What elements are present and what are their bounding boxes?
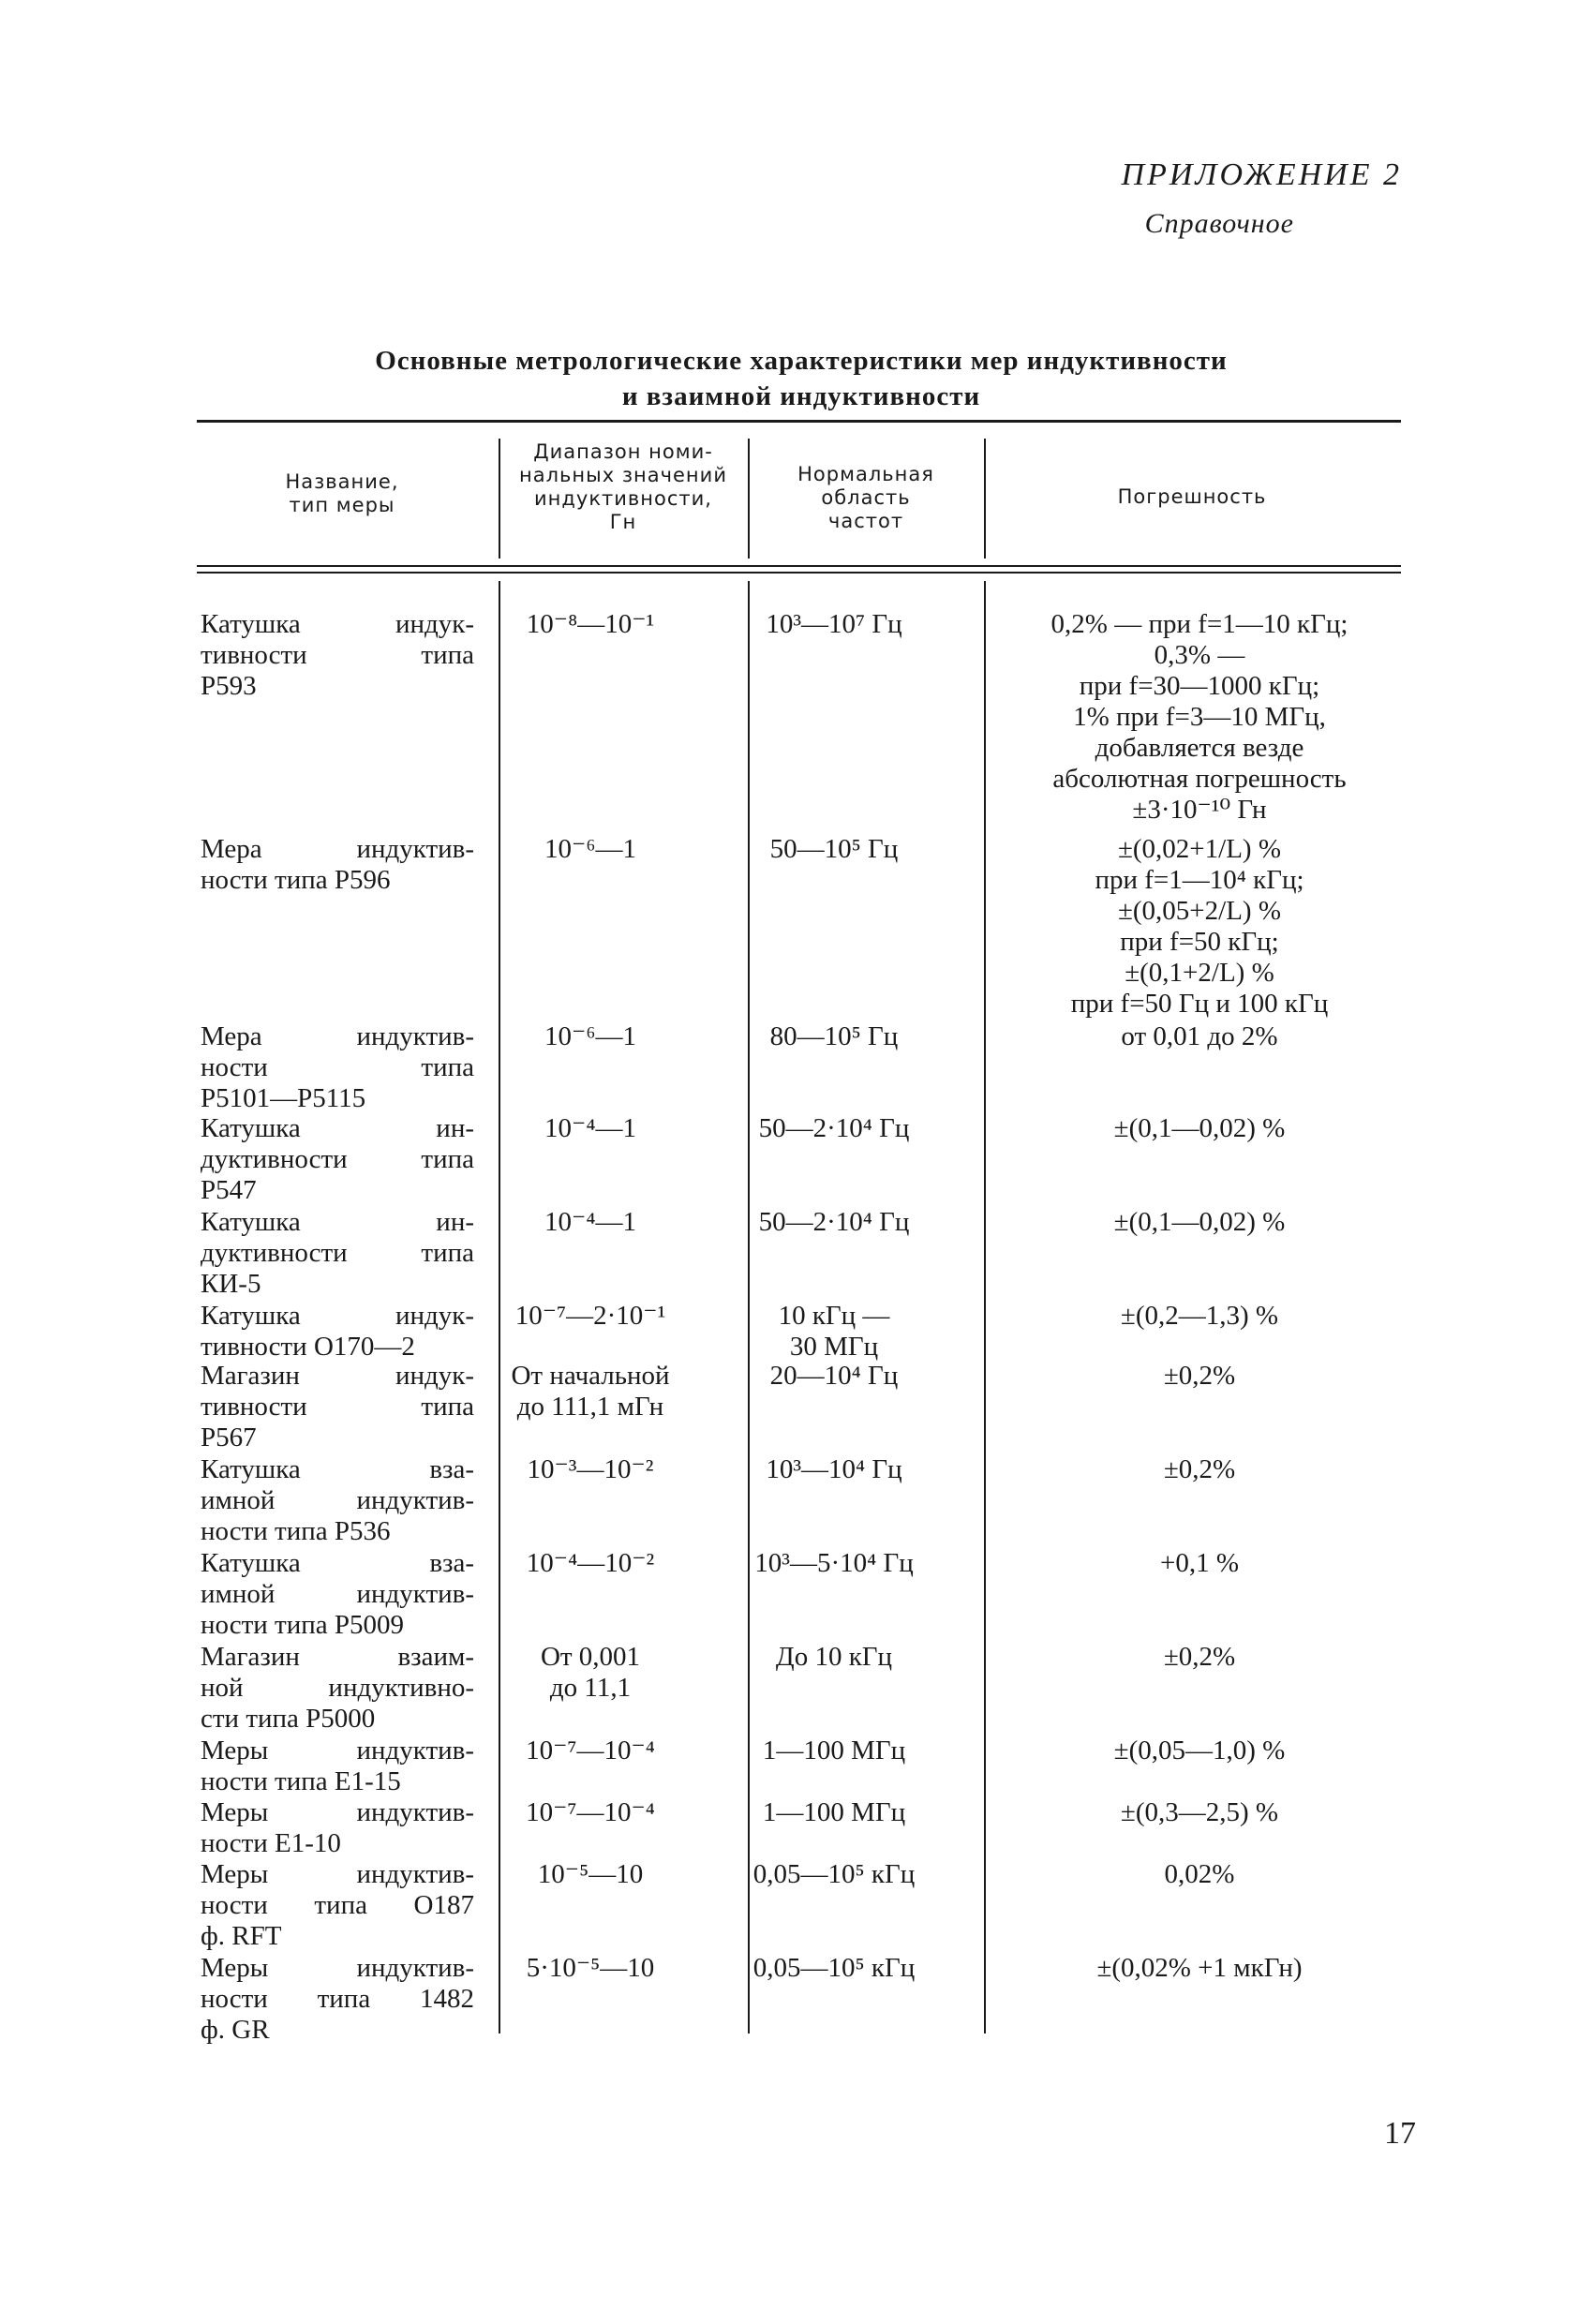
cell-line: 10⁻⁵—10 (537, 1859, 644, 1889)
cell-line: Нормальная (797, 463, 934, 485)
cell-line: тивности О170—2 (201, 1332, 415, 1362)
cell-line: при f=1—10⁴ кГц; (1095, 865, 1304, 895)
cell-name (201, 1301, 474, 1363)
cell-line: Катушка вза- (201, 1548, 474, 1578)
cell-line: 1—100 МГц (762, 1736, 906, 1765)
cell-freq (740, 1642, 928, 1673)
body-column-divider (984, 581, 986, 2034)
cell-error (1003, 1953, 1396, 1984)
header-freq (750, 463, 982, 533)
table-top-rule (197, 420, 1401, 423)
cell-range (497, 1113, 684, 1144)
cell-line: КИ-5 (201, 1269, 261, 1299)
table-title-line-2: и взаимной индуктивности (621, 381, 981, 411)
cell-line: ности типа (201, 1052, 474, 1082)
cell-name (201, 1953, 474, 2046)
cell-line: Р5101—Р5115 (201, 1083, 366, 1113)
cell-line: Диапазон номи- (533, 440, 713, 463)
cell-line: 10⁻⁴—10⁻² (526, 1548, 655, 1578)
cell-error (1003, 834, 1396, 1020)
cell-line: ±0,2% (1163, 1642, 1236, 1672)
cell-line: добавляется везде (1095, 733, 1304, 763)
cell-line: абсолютная погрешность (1052, 764, 1347, 794)
cell-line: 10⁻⁴—1 (544, 1113, 636, 1143)
cell-line: Меры индуктив- (201, 1736, 474, 1765)
cell-freq (740, 1361, 928, 1392)
cell-error (1003, 1361, 1396, 1392)
cell-freq (740, 1797, 928, 1828)
cell-range (497, 1021, 684, 1052)
header-name (201, 470, 483, 517)
cell-line: 10 кГц — (778, 1301, 890, 1331)
cell-freq (740, 1113, 928, 1144)
cell-freq (740, 1454, 928, 1485)
cell-line: Название, (285, 470, 399, 493)
cell-line: +0,1 % (1159, 1548, 1239, 1578)
cell-error (1003, 1454, 1396, 1485)
cell-line: Р547 (201, 1175, 257, 1205)
header-error (986, 485, 1398, 509)
cell-line: Катушка индук- (201, 609, 474, 639)
cell-line: До 10 кГц (775, 1642, 893, 1672)
cell-line: 10⁻⁷—2·10⁻¹ (514, 1301, 666, 1331)
cell-range (497, 834, 684, 865)
cell-line: ±0,2% (1163, 1454, 1236, 1484)
cell-line: ной индуктивно- (201, 1673, 474, 1703)
cell-line: нальных значений (519, 464, 727, 486)
cell-freq (740, 1021, 928, 1052)
cell-line: Катушка вза- (201, 1454, 474, 1484)
cell-line: дуктивности типа (201, 1144, 474, 1174)
cell-name (201, 1361, 474, 1453)
cell-line: тивности типа (201, 640, 474, 670)
cell-line: Р567 (201, 1423, 257, 1452)
cell-range (497, 609, 684, 640)
cell-line: ности типа Р536 (201, 1516, 391, 1546)
cell-line: 10³—5·10⁴ Гц (754, 1548, 914, 1578)
cell-line: ±3·10⁻¹⁰ Гн (1132, 795, 1267, 825)
cell-error (1003, 609, 1396, 826)
cell-line: 0,02% (1164, 1859, 1235, 1889)
cell-line: Магазин взаим- (201, 1642, 474, 1672)
cell-line: ±(0,02+1/L) % (1117, 834, 1281, 864)
cell-line: до 11,1 (549, 1673, 632, 1703)
cell-line: 10⁻⁷—10⁻⁴ (526, 1736, 655, 1765)
cell-line: 10⁻⁸—10⁻¹ (526, 609, 655, 639)
cell-line: ±(0,02% +1 мкГн) (1096, 1953, 1303, 1983)
cell-error (1003, 1859, 1396, 1890)
cell-line: Катушка ин- (201, 1113, 474, 1143)
cell-line: ности типа Р5009 (201, 1610, 405, 1640)
cell-line: от 0,01 до 2% (1121, 1021, 1278, 1051)
cell-range (497, 1797, 684, 1828)
cell-line: От начальной (511, 1361, 670, 1391)
cell-line: ±(0,1—0,02) % (1113, 1207, 1286, 1237)
cell-range (497, 1207, 684, 1238)
cell-freq (740, 1736, 928, 1766)
cell-line: имной индуктив- (201, 1485, 474, 1515)
page-number: 17 (1384, 2116, 1416, 2151)
cell-line: ности типа 1482 (201, 1984, 474, 2014)
cell-name (201, 1642, 474, 1735)
cell-line: частот (827, 510, 904, 532)
cell-range (497, 1361, 684, 1423)
cell-freq (740, 1859, 928, 1890)
cell-line: Меры индуктив- (201, 1953, 474, 1983)
cell-line: Магазин индук- (201, 1361, 474, 1391)
cell-name (201, 1207, 474, 1300)
cell-line: ности типа Р596 (201, 865, 391, 895)
cell-line: 20—10⁴ Гц (769, 1361, 899, 1391)
cell-line: ±(0,05+2/L) % (1117, 896, 1281, 926)
header-column-divider (499, 439, 500, 559)
cell-line: ности Е1-10 (201, 1828, 341, 1858)
cell-line: ±(0,1+2/L) % (1125, 958, 1274, 988)
table-title (197, 343, 1406, 414)
cell-line: Мера индуктив- (201, 834, 474, 864)
cell-line: имной индуктив- (201, 1579, 474, 1609)
cell-line: тивности типа (201, 1392, 474, 1422)
cell-line: дуктивности типа (201, 1238, 474, 1268)
cell-line: ф. GR (201, 2015, 270, 2045)
cell-name (201, 834, 474, 896)
cell-line: 50—2·10⁴ Гц (758, 1113, 910, 1143)
cell-line: 0,3% — (1154, 640, 1245, 670)
cell-line: 10⁻⁶—1 (544, 1021, 636, 1051)
cell-line: индуктивности, (534, 487, 712, 510)
cell-line: ф. RFT (201, 1921, 282, 1951)
cell-line: Катушка ин- (201, 1207, 474, 1237)
header-bottom-rule-double (197, 572, 1401, 574)
cell-name (201, 1113, 474, 1206)
cell-line: 10⁻⁴—1 (544, 1207, 636, 1237)
cell-range (497, 1736, 684, 1766)
cell-error (1003, 1301, 1396, 1332)
cell-freq (740, 1953, 928, 1984)
cell-line: область (821, 486, 911, 509)
cell-error (1003, 1642, 1396, 1673)
cell-line: 10³—10⁷ Гц (766, 609, 902, 639)
cell-line: 1% при f=3—10 МГц, (1073, 702, 1326, 732)
cell-line: 10³—10⁴ Гц (766, 1454, 902, 1484)
cell-range (497, 1953, 684, 1984)
cell-line: 50—2·10⁴ Гц (758, 1207, 910, 1237)
cell-name (201, 1548, 474, 1641)
cell-name (201, 1454, 474, 1547)
header-bottom-rule (197, 565, 1401, 567)
cell-error (1003, 1736, 1396, 1766)
cell-line: Меры индуктив- (201, 1859, 474, 1889)
cell-line: Меры индуктив- (201, 1797, 474, 1827)
cell-name (201, 1859, 474, 1952)
cell-line: тип меры (289, 494, 395, 516)
cell-name (201, 1797, 474, 1859)
cell-line: Р593 (201, 671, 257, 701)
cell-name (201, 1021, 474, 1114)
cell-line: Мера индуктив- (201, 1021, 474, 1051)
cell-freq (740, 834, 928, 865)
cell-line: 30 МГц (789, 1332, 879, 1362)
cell-line: 80—10⁵ Гц (769, 1021, 899, 1051)
cell-line: ±(0,3—2,5) % (1120, 1797, 1279, 1827)
appendix-title: ПРИЛОЖЕНИЕ 2 (1121, 157, 1402, 192)
cell-freq (740, 1548, 928, 1579)
header-range (501, 440, 745, 534)
cell-line: ности типа Е1-15 (201, 1766, 401, 1796)
cell-error (1003, 1021, 1396, 1052)
cell-range (497, 1301, 684, 1332)
cell-line: ±(0,2—1,3) % (1120, 1301, 1279, 1331)
cell-line: до 111,1 мГн (516, 1392, 664, 1422)
cell-line: ±(0,1—0,02) % (1113, 1113, 1286, 1143)
cell-range (497, 1454, 684, 1485)
cell-freq (740, 1301, 928, 1363)
cell-line: 50—10⁵ Гц (769, 834, 899, 864)
cell-line: 0,05—10⁵ кГц (752, 1859, 916, 1889)
cell-line: 10⁻⁷—10⁻⁴ (526, 1797, 655, 1827)
cell-line: ности типа О187 (201, 1890, 474, 1920)
cell-freq (740, 609, 928, 640)
cell-line: Катушка индук- (201, 1301, 474, 1331)
cell-line: 0,05—10⁵ кГц (752, 1953, 916, 1983)
cell-name (201, 1736, 474, 1797)
cell-line: Погрешность (1117, 485, 1267, 508)
cell-error (1003, 1548, 1396, 1579)
table-title-line-1: Основные метрологические характеристики мер индуктивности (375, 346, 1228, 376)
cell-line: 5·10⁻⁵—10 (526, 1953, 655, 1983)
cell-name (201, 609, 474, 702)
cell-range (497, 1859, 684, 1890)
cell-line: при f=30—1000 кГц; (1079, 671, 1320, 701)
cell-error (1003, 1113, 1396, 1144)
cell-line: при f=50 кГц; (1120, 927, 1279, 957)
cell-line: 10⁻⁶—1 (544, 834, 636, 864)
cell-line: От 0,001 (540, 1642, 641, 1672)
cell-line: при f=50 Гц и 100 кГц (1070, 989, 1329, 1019)
cell-range (497, 1642, 684, 1704)
cell-line: ±0,2% (1163, 1361, 1236, 1391)
cell-error (1003, 1207, 1396, 1238)
cell-range (497, 1548, 684, 1579)
cell-error (1003, 1797, 1396, 1828)
cell-line: 0,2% — при f=1—10 кГц; (1050, 609, 1348, 639)
cell-line: сти типа Р5000 (201, 1704, 376, 1734)
appendix-subtitle: Справочное (1144, 208, 1294, 239)
cell-line: Гн (609, 511, 637, 533)
cell-freq (740, 1207, 928, 1238)
cell-line: 1—100 МГц (762, 1797, 906, 1827)
cell-line: ±(0,05—1,0) % (1113, 1736, 1286, 1765)
cell-line: 10⁻³—10⁻² (527, 1454, 654, 1484)
